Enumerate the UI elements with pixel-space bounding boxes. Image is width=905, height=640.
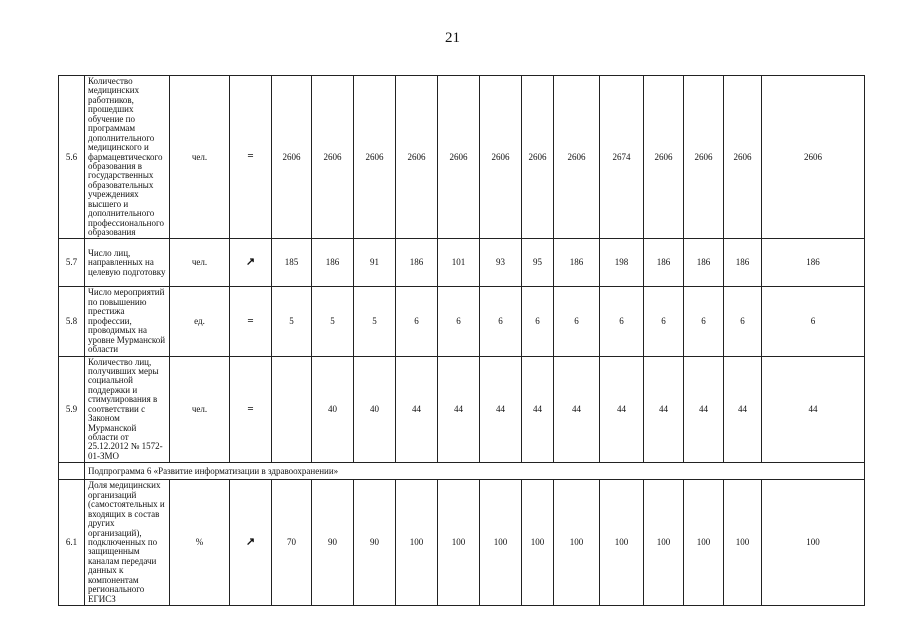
table-row [59, 480, 865, 606]
value-cell: 198 [600, 239, 644, 287]
value-cell: 44 [438, 356, 480, 463]
value-cell: 100 [644, 480, 684, 606]
value-cell: 90 [312, 480, 354, 606]
value-cell: 186 [762, 239, 865, 287]
value-cell: 44 [762, 356, 865, 463]
value-cell: 2606 [438, 76, 480, 239]
table-row [59, 287, 865, 356]
value-cell: 185 [272, 239, 312, 287]
value-cell: 44 [522, 356, 554, 463]
indicator-name: Доля медицинских организаций (самостоятельных и входящих в состав других организаций), подключенных по защищенным каналам передачи данных к компонентам регионального ЕГИСЗ [85, 480, 170, 606]
value-cell: 2606 [272, 76, 312, 239]
value-cell: 6 [554, 287, 600, 356]
indicator-name: Количество медицинских работников, прошедших обучение по программам дополнительного медицинского и фармацевтического образования в государственных образовательных учреждениях высшего и дополнительного профессионального образования [85, 76, 170, 239]
value-cell: 6 [480, 287, 522, 356]
value-cell: 6 [438, 287, 480, 356]
value-cell: 2606 [554, 76, 600, 239]
trend-cell: ↗ [230, 480, 272, 606]
value-cell: 100 [762, 480, 865, 606]
table-row [59, 356, 865, 463]
value-cell: 5 [272, 287, 312, 356]
value-cell: 44 [600, 356, 644, 463]
value-cell: 44 [684, 356, 724, 463]
unit-cell: % [170, 480, 230, 606]
value-cell: 93 [480, 239, 522, 287]
value-cell: 6 [644, 287, 684, 356]
value-cell: 2606 [644, 76, 684, 239]
value-cell: 186 [684, 239, 724, 287]
value-cell: 44 [724, 356, 762, 463]
value-cell [272, 356, 312, 463]
value-cell: 100 [554, 480, 600, 606]
value-cell: 40 [312, 356, 354, 463]
unit-cell: чел. [170, 356, 230, 463]
row-number: 5.6 [59, 76, 85, 239]
value-cell: 6 [762, 287, 865, 356]
row-number: 6.1 [59, 480, 85, 606]
empty-cell [59, 463, 85, 480]
indicator-name: Число лиц, направленных на целевую подготовку [85, 239, 170, 287]
value-cell: 100 [480, 480, 522, 606]
value-cell: 101 [438, 239, 480, 287]
value-cell: 186 [396, 239, 438, 287]
value-cell: 186 [312, 239, 354, 287]
value-cell: 186 [644, 239, 684, 287]
unit-cell: чел. [170, 239, 230, 287]
value-cell: 6 [600, 287, 644, 356]
trend-cell: ↗ [230, 239, 272, 287]
value-cell: 40 [354, 356, 396, 463]
value-cell: 44 [554, 356, 600, 463]
value-cell: 100 [522, 480, 554, 606]
value-cell: 100 [724, 480, 762, 606]
value-cell: 5 [354, 287, 396, 356]
page-number: 21 [445, 30, 460, 46]
value-cell: 2606 [522, 76, 554, 239]
value-cell: 2606 [396, 76, 438, 239]
value-cell: 100 [684, 480, 724, 606]
unit-cell: чел. [170, 76, 230, 239]
value-cell: 2606 [724, 76, 762, 239]
trend-cell: = [230, 356, 272, 463]
value-cell: 100 [600, 480, 644, 606]
table-row [59, 239, 865, 287]
value-cell: 91 [354, 239, 396, 287]
value-cell: 2606 [684, 76, 724, 239]
row-number: 5.9 [59, 356, 85, 463]
trend-cell: = [230, 287, 272, 356]
value-cell: 2674 [600, 76, 644, 239]
subprogram-row [59, 463, 865, 480]
unit-cell: ед. [170, 287, 230, 356]
value-cell: 95 [522, 239, 554, 287]
value-cell: 2606 [354, 76, 396, 239]
value-cell: 100 [438, 480, 480, 606]
indicator-table [58, 75, 865, 606]
value-cell: 70 [272, 480, 312, 606]
indicator-name: Количество лиц, получивших меры социальной поддержки и стимулирования в соответствии с Законом Мурманской области от 25.12.2012 № 1572-01-ЗМО [85, 356, 170, 463]
value-cell: 100 [396, 480, 438, 606]
value-cell: 186 [554, 239, 600, 287]
value-cell: 6 [684, 287, 724, 356]
value-cell: 5 [312, 287, 354, 356]
value-cell: 44 [396, 356, 438, 463]
value-cell: 90 [354, 480, 396, 606]
table-row [59, 76, 865, 239]
value-cell: 2606 [480, 76, 522, 239]
value-cell: 44 [644, 356, 684, 463]
value-cell: 2606 [312, 76, 354, 239]
indicator-name: Число мероприятий по повышению престижа профессии, проводимых на уровне Мурманской области [85, 287, 170, 356]
value-cell: 186 [724, 239, 762, 287]
row-number: 5.8 [59, 287, 85, 356]
row-number: 5.7 [59, 239, 85, 287]
trend-cell: = [230, 76, 272, 239]
subprogram-title: Подпрограмма 6 «Развитие информатизации в здравоохранении» [85, 463, 865, 480]
value-cell: 44 [480, 356, 522, 463]
value-cell: 6 [724, 287, 762, 356]
value-cell: 6 [522, 287, 554, 356]
value-cell: 6 [396, 287, 438, 356]
value-cell: 2606 [762, 76, 865, 239]
